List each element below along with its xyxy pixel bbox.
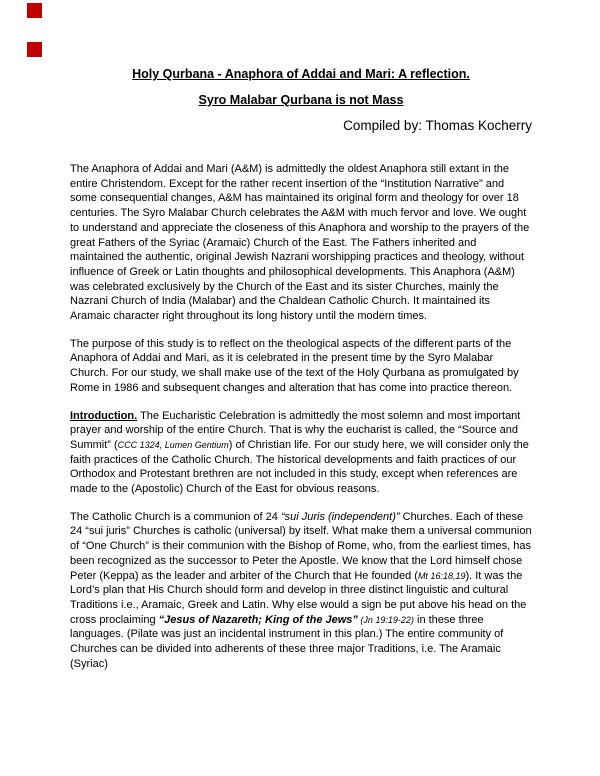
document-body [70, 162, 532, 672]
italic-run: “sui Juris (independent)” [280, 510, 400, 523]
revision-marker-icon [27, 3, 42, 18]
document-title-line1 [70, 66, 532, 82]
quote-run: “Jesus of Nazareth; King of the Jews” [158, 613, 358, 626]
text-run: ) of Christian life. For our study here, we will consider only the faith practices of the Catholic Church. The historical developments and faith practices of our Orthodox and Protestant brethren are not included in this study, except when references are made to the (Apostolic) Church of the East for obvious reasons. [70, 438, 529, 496]
text-run: The Catholic Church is a communion of 24 [70, 510, 281, 523]
text-run: ). It was the Lord’s plan that His Church should form and develop in three distinct linguistic and cultural Traditions i.e., Aramaic, Greek and Latin. Why else would a sign be put above his head on the cross proclaiming [70, 569, 527, 626]
text-run: in these three languages. (Pilate was just an incidental instrument in this plan.) The entire community of Churches can be divided into adherents of these three major Traditions, i.e. The Aramaic (Syriac) [70, 613, 504, 670]
document-title-line2 [70, 92, 532, 108]
paragraph-3 [70, 409, 532, 497]
citation-run: CCC 1324, Lumen Gentium [117, 439, 229, 450]
document-content [70, 66, 532, 685]
text-run: The Anaphora of Addai and Mari (A&M) is admittedly the oldest Anaphora still extant in the entire Christendom. Except for the rather recent insertion of the “Institution Narrative” and some consequential changes, A&M has maintained its original form and theology for over 18 centuries. The Syro Malabar Church celebrates the A&M with much fervor and love. We ought to understand and appreciate the closeness of this Anaphora and worship to the prayers of the great Fathers of the Syriac (Aramaic) Church of the East. The Fathers inherited and maintained the authentic, original Jewish Nazrani worshipping practices and theology, without influence of Greek or Latin thoughts and philosophical developments. This Anaphora (A&M) was celebrated exclusively by the Church of the East and its sister Churches, mainly the Nazrani Church of India (Malabar) and the Chaldean Catholic Church. It maintained its Aramaic character right throughout its long history until the modern times. [70, 163, 530, 323]
text-run: The purpose of this study is to reflect on the theological aspects of the different parts of the Anaphora of Addai and Mari, as it is celebrated in the present time by the Syro Malabar Church. For our study, we shall make use of the text of the Holy Qurbana as promulgated by Rome in 1986 and subsequent changes and alteration that has come into practice thereon. [70, 337, 519, 394]
subtitle-text: Syro Malabar Qurbana is not Mass [198, 93, 404, 107]
revision-marker-icon [27, 42, 42, 57]
title-text: Holy Qurbana - Anaphora of Addai and Mari: A reflection. [132, 67, 470, 81]
citation-run: Mt 16:18,19 [417, 570, 466, 581]
paragraph-1 [70, 162, 532, 324]
paragraph-2 [70, 337, 532, 396]
citation-run: (Jn 19:19-22) [357, 614, 414, 625]
text-run: Churches. Each of these 24 “sui juris” Churches is catholic (universal) by itself. What make them a universal communion of “One Church” is their communion with the Bishop of Rome, who, from the earliest times, has been recognized as the successor to Peter the Apostle. We know that the Lord himself chose Peter (Keppa) as the leader and arbiter of the Church that He founded ( [70, 510, 532, 582]
paragraph-4 [70, 510, 532, 672]
introduction-heading-run: Introduction. [70, 409, 138, 422]
byline: Compiled by: Thomas Kocherry [343, 118, 532, 133]
text-run: The Eucharistic Celebration is admittedly the most solemn and most important prayer and worship of the entire Church. That is why the eucharist is called, the “Source and Summit” ( [70, 409, 521, 451]
